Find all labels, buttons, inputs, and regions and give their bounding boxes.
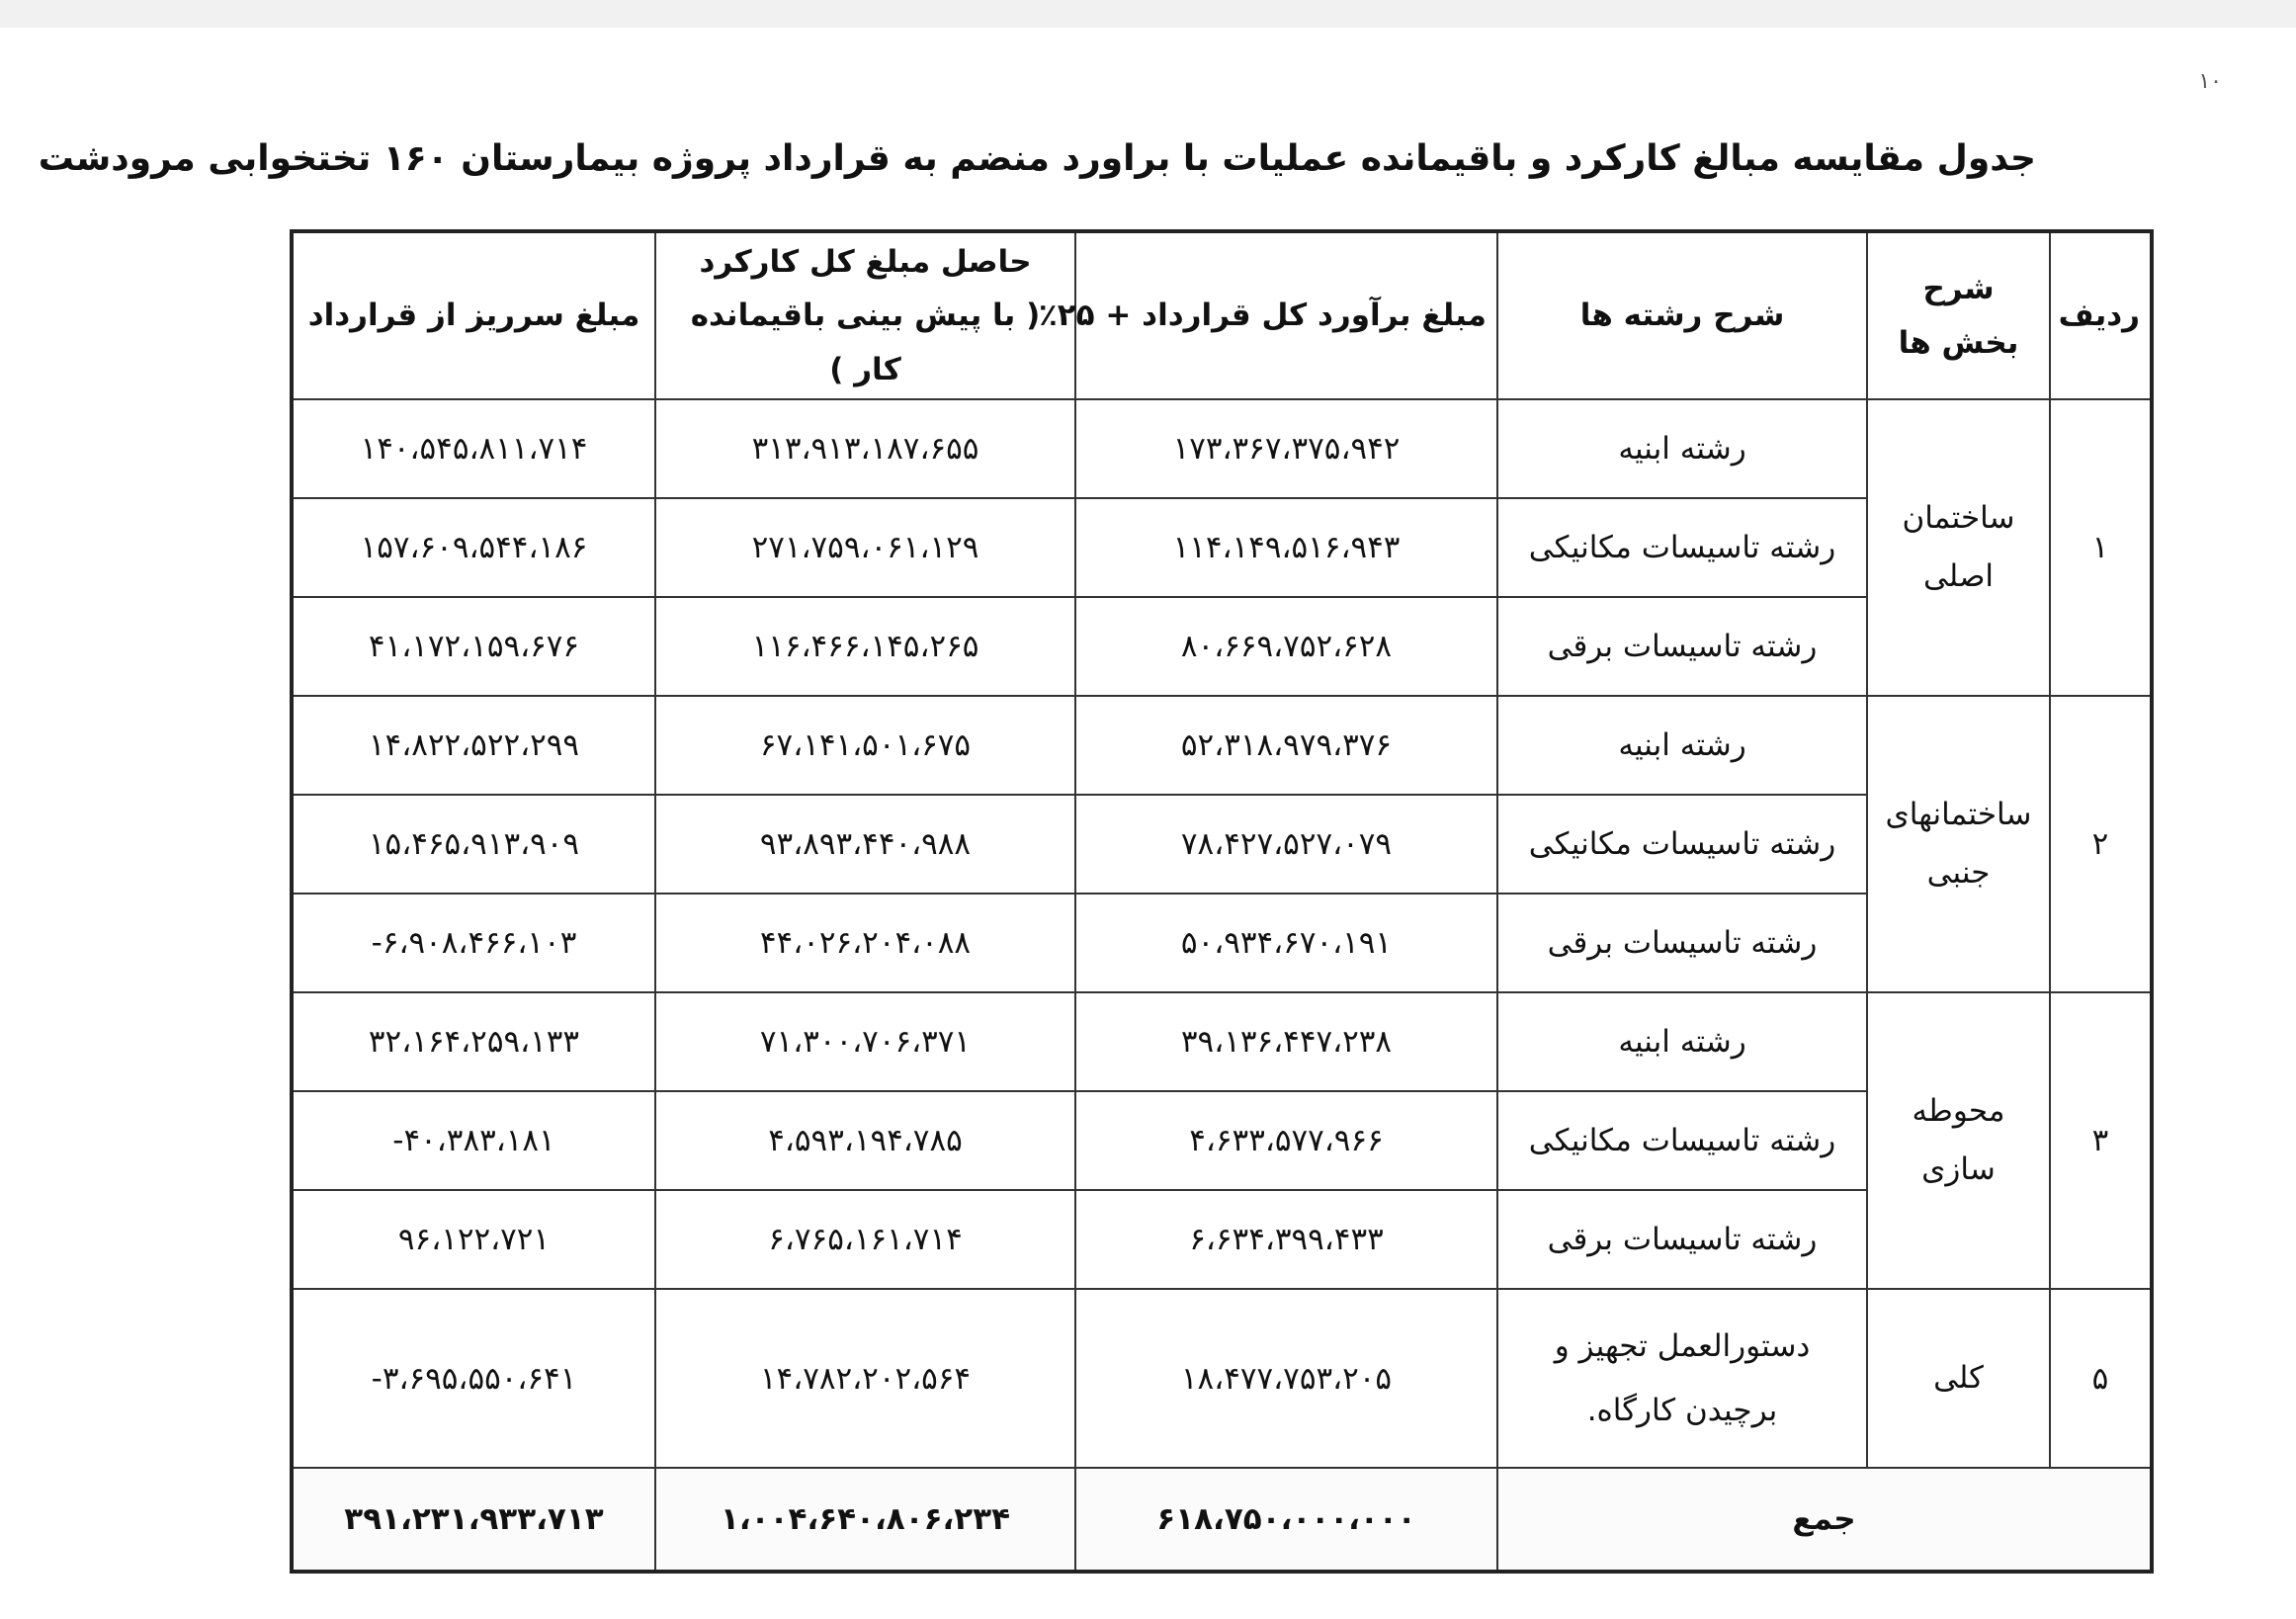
overrun-value: ۱۵۷،۶۰۹،۵۴۴،۱۸۶: [292, 498, 655, 597]
section-name: ساختمانهای جنبی: [1867, 696, 2050, 992]
header-row: [292, 231, 2152, 399]
estimate-value: ۱۸،۴۷۷،۷۵۳،۲۰۵: [1075, 1289, 1497, 1468]
section-name: ساختمان اصلی: [1867, 399, 2050, 696]
table-row: [292, 399, 2152, 498]
total-work-value: ۱۱۶،۴۶۶،۱۴۵،۲۶۵: [655, 597, 1075, 696]
total-work-value: ۳۱۳،۹۱۳،۱۸۷،۶۵۵: [655, 399, 1075, 498]
header-discipline: شرح رشته ها: [1497, 231, 1867, 399]
discipline-name: رشته تاسیسات مکانیکی: [1497, 498, 1867, 597]
overrun-value: -۳،۶۹۵،۵۵۰،۶۴۱: [292, 1289, 655, 1468]
table-body: [292, 399, 2152, 1468]
estimate-value: ۷۸،۴۲۷،۵۲۷،۰۷۹: [1075, 795, 1497, 894]
estimate-value: ۵۰،۹۳۴،۶۷۰،۱۹۱: [1075, 894, 1497, 992]
discipline-name: رشته تاسیسات مکانیکی: [1497, 1091, 1867, 1190]
total-work-value: ۲۷۱،۷۵۹،۰۶۱،۱۲۹: [655, 498, 1075, 597]
estimate-value: ۱۷۳،۳۶۷،۳۷۵،۹۴۲: [1075, 399, 1497, 498]
page-mark: ۱٠: [2198, 69, 2222, 94]
total-work-value: ۴،۵۹۳،۱۹۴،۷۸۵: [655, 1091, 1075, 1190]
header-overrun: مبلغ سرریز از قرارداد: [292, 231, 655, 399]
total-work-value: ۶،۷۶۵،۱۶۱،۷۱۴: [655, 1190, 1075, 1289]
row-number: ۵: [2050, 1289, 2152, 1468]
discipline-name: رشته تاسیسات مکانیکی: [1497, 795, 1867, 894]
estimate-value: ۳۹،۱۳۶،۴۴۷،۲۳۸: [1075, 992, 1497, 1091]
discipline-name: رشته ابنیه: [1497, 399, 1867, 498]
overrun-value: -۶،۹۰۸،۴۶۶،۱۰۳: [292, 894, 655, 992]
total-label: جمع: [1497, 1468, 2152, 1572]
header-section: شرح بخش ها: [1867, 231, 2050, 399]
overrun-value: ۹۶،۱۲۲،۷۲۱: [292, 1190, 655, 1289]
table-row: [292, 696, 2152, 795]
overrun-value: ۱۵،۴۶۵،۹۱۳،۹۰۹: [292, 795, 655, 894]
overrun-value: ۳۲،۱۶۴،۲۵۹،۱۳۳: [292, 992, 655, 1091]
scan-top-edge: [0, 0, 2296, 28]
total-work-value: ۶۷،۱۴۱،۵۰۱،۶۷۵: [655, 696, 1075, 795]
overrun-value: ۱۴۰،۵۴۵،۸۱۱،۷۱۴: [292, 399, 655, 498]
overrun-value: ۴۱،۱۷۲،۱۵۹،۶۷۶: [292, 597, 655, 696]
row-number: ۲: [2050, 696, 2152, 992]
page-title: جدول مقایسه مبالغ کارکرد و باقیمانده عملیات با براورد منضم به قرارداد پروژه بیمارستان ۱۶۰ تختخوابی مرودشت: [38, 138, 2036, 179]
total-row: [292, 1468, 2152, 1572]
estimate-value: ۶،۶۳۴،۳۹۹،۴۳۳: [1075, 1190, 1497, 1289]
row-number: ۳: [2050, 992, 2152, 1289]
discipline-name: رشته ابنیه: [1497, 696, 1867, 795]
estimate-value: ۸۰،۶۶۹،۷۵۲،۶۲۸: [1075, 597, 1497, 696]
header-row-number: ردیف: [2050, 231, 2152, 399]
estimate-value: ۴،۶۳۳،۵۷۷،۹۶۶: [1075, 1091, 1497, 1190]
comparison-table: [290, 229, 2154, 1574]
total-work-value: ۷۱،۳۰۰،۷۰۶،۳۷۱: [655, 992, 1075, 1091]
total-work-value: ۴۴،۰۲۶،۲۰۴،۰۸۸: [655, 894, 1075, 992]
discipline-name: رشته ابنیه: [1497, 992, 1867, 1091]
section-name: محوطه سازی: [1867, 992, 2050, 1289]
total-overrun: ۳۹۱،۲۳۱،۹۳۳،۷۱۳: [292, 1468, 655, 1572]
section-name: کلی: [1867, 1289, 2050, 1468]
estimate-value: ۵۲،۳۱۸،۹۷۹،۳۷۶: [1075, 696, 1497, 795]
discipline-name: رشته تاسیسات برقی: [1497, 894, 1867, 992]
overrun-value: ۱۴،۸۲۲،۵۲۲،۲۹۹: [292, 696, 655, 795]
overrun-value: -۴۰،۳۸۳،۱۸۱: [292, 1091, 655, 1190]
total-work: ۱،۰۰۴،۶۴۰،۸۰۶،۲۳۴: [655, 1468, 1075, 1572]
header-estimate: مبلغ برآورد کل قرارداد + ۲۵٪: [1075, 231, 1497, 399]
discipline-name: رشته تاسیسات برقی: [1497, 597, 1867, 696]
total-work-value: ۹۳،۸۹۳،۴۴۰،۹۸۸: [655, 795, 1075, 894]
total-work-value: ۱۴،۷۸۲،۲۰۲،۵۶۴: [655, 1289, 1075, 1468]
discipline-name: دستورالعمل تجهیز و برچیدن کارگاه.: [1497, 1289, 1867, 1468]
estimate-value: ۱۱۴،۱۴۹،۵۱۶،۹۴۳: [1075, 498, 1497, 597]
table-row: [292, 992, 2152, 1091]
total-estimate: ۶۱۸،۷۵۰،۰۰۰،۰۰۰: [1075, 1468, 1497, 1572]
table-row: [292, 1289, 2152, 1468]
row-number: ۱: [2050, 399, 2152, 696]
discipline-name: رشته تاسیسات برقی: [1497, 1190, 1867, 1289]
header-total-work: حاصل مبلغ کل کارکرد ( با پیش بینی باقیمانده کار ): [655, 231, 1075, 399]
